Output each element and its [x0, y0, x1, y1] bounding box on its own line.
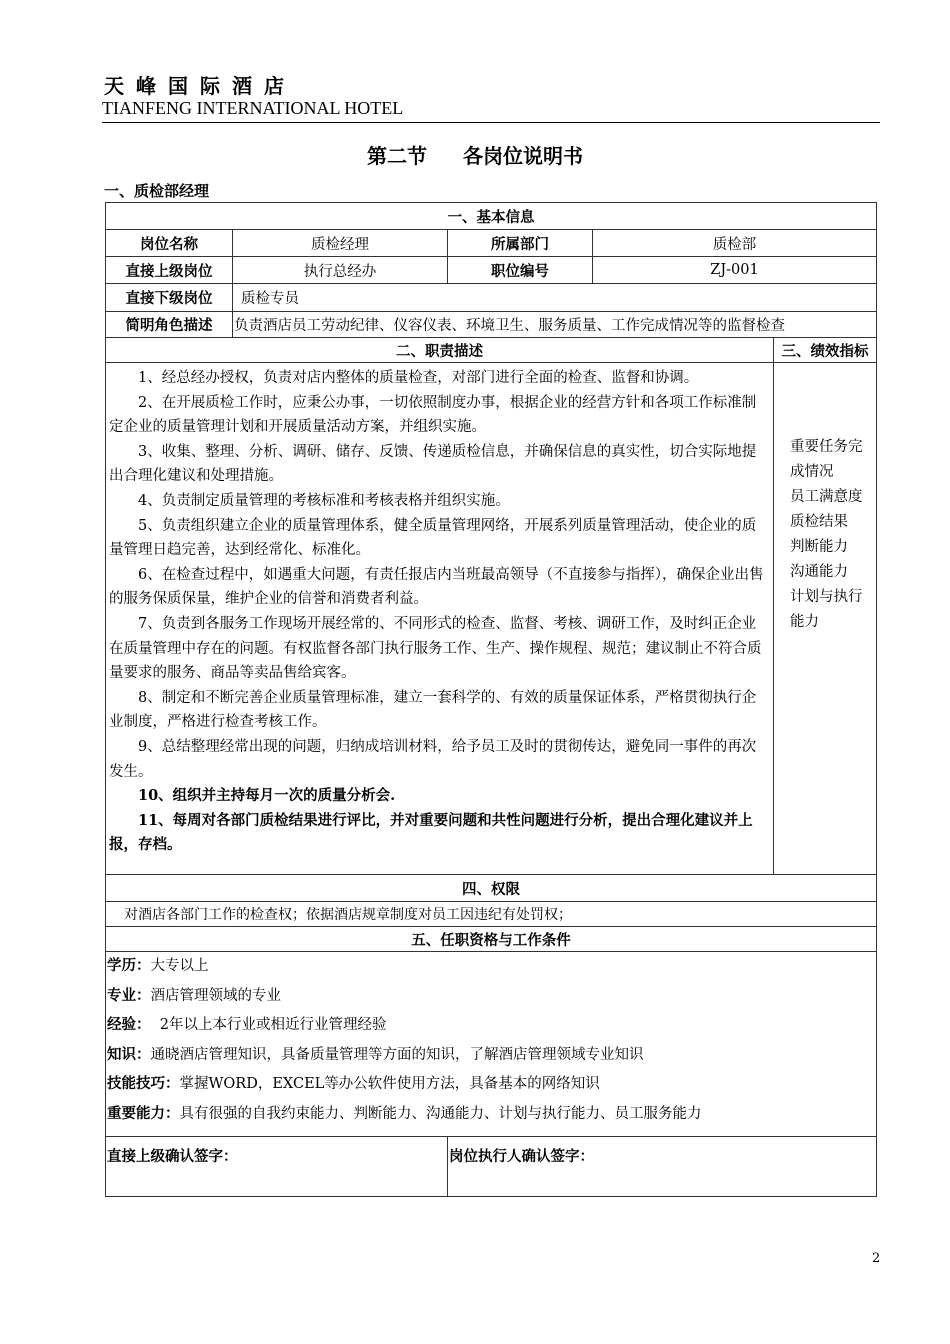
qualification-item [107, 1043, 876, 1073]
qualification-value: 具有很强的自我约束能力、判断能力、沟通能力、计划与执行能力、员工服务能力 [179, 1105, 702, 1122]
duty-item: 2、在开展质检工作时，应秉公办事，一切依照制度办事，根据企业的经营方针和各项工作标准制定企业的质量管理计划和开展质量活动方案，并组织实施。 [109, 394, 757, 436]
duty-item: 4、负责制定质量管理的考核标准和考核表格并组织实施。 [138, 492, 510, 509]
authority-heading: 四、权限 [106, 875, 877, 902]
kpi-heading: 三、绩效指标 [774, 338, 877, 363]
job-code-label: 职位编号 [448, 257, 593, 284]
section-name: 各岗位说明书 [463, 144, 583, 168]
superior-signature-field[interactable]: 直接上级确认签字： [106, 1136, 448, 1196]
job-code-value: ZJ-001 [593, 257, 877, 284]
qualifications-cell [106, 952, 877, 1137]
qualifications-list [106, 952, 876, 1136]
superior-value: 执行总经办 [233, 257, 448, 284]
kpi-item: 质检结果 [790, 514, 848, 530]
basic-info-heading: 一、基本信息 [106, 203, 877, 230]
job-title-value: 质检经理 [233, 230, 448, 257]
qualification-item [107, 1102, 876, 1136]
qualification-label: 学历： [107, 958, 151, 974]
qualification-label: 重要能力： [107, 1105, 180, 1122]
qualification-item [107, 984, 876, 1014]
duty-item: 9、总结整理经常出现的问题，归纳成培训材料，给予员工及时的贯彻传达，避免同一事件的再次发生。 [109, 738, 757, 780]
duty-item: 3、收集、整理、分析、调研、储存、反馈、传递质检信息，并确保信息的真实性，切合实际地提出合理化建议和处理措施。 [109, 443, 757, 485]
duty-item: 1、经总经办授权，负责对店内整体的质量检查，对部门进行全面的检查、监督和协调。 [138, 370, 699, 386]
duties-cell [106, 363, 774, 875]
qualification-item [107, 954, 876, 984]
kpi-item: 员工满意度 [790, 489, 863, 505]
qualification-label: 技能技巧： [107, 1076, 180, 1092]
qualification-value: 酒店管理领域的专业 [150, 987, 281, 1004]
job-title-label: 岗位名称 [106, 230, 233, 257]
hotel-name-en: TIANFENG INTERNATIONAL HOTEL [102, 98, 404, 118]
kpi-item: 重要任务完成情况 [790, 439, 863, 480]
role-label: 简明角色描述 [106, 312, 233, 338]
duty-item: 11、每周对各部门质检结果进行评比，并对重要问题和共性问题进行分析，提出合理化建议并上报，存档。 [109, 811, 753, 854]
subordinate-value: 质检专员 [233, 284, 877, 312]
header-divider [102, 122, 880, 123]
authority-text: 对酒店各部门工作的检查权；依据酒店规章制度对员工因违纪有处罚权； [106, 902, 877, 927]
qualification-label: 专业： [107, 987, 151, 1004]
qualification-value: 通晓酒店管理知识，具备质量管理等方面的知识，了解酒店管理领域专业知识 [150, 1046, 644, 1063]
job-description-table [105, 202, 877, 1197]
duties-list [106, 363, 773, 874]
qualification-item [107, 1072, 876, 1102]
page-number: 2 [872, 1251, 881, 1266]
kpi-item: 沟通能力 [790, 564, 848, 580]
qualifications-heading: 五、任职资格与工作条件 [106, 927, 877, 952]
duties-heading: 二、职责描述 [106, 338, 774, 363]
kpi-item: 计划与执行能力 [790, 589, 863, 630]
qualification-label: 经验： [107, 1017, 151, 1033]
qualification-value: 掌握WORD，EXCEL等办公软件使用方法，具备基本的网络知识 [179, 1076, 600, 1092]
duty-item: 6、在检查过程中，如遇重大问题，有责任报店内当班最高领导（不直接参与指挥），确保企业出售的服务保质保量，维护企业的信誉和消费者利益。 [109, 566, 764, 608]
duty-item: 5、负责组织建立企业的质量管理体系，健全质量管理网络，开展系列质量管理活动，使企业的质量管理日趋完善，达到经常化、标准化。 [109, 517, 757, 559]
hotel-name-cn: 天峰国际酒店 [104, 74, 296, 98]
holder-signature-field[interactable]: 岗位执行人确认签字： [448, 1136, 877, 1196]
duty-item: 10、组织并主持每月一次的质量分析会. [138, 787, 396, 805]
qualification-value: 大专以上 [150, 958, 209, 974]
role-value: 负责酒店员工劳动纪律、仪容仪表、环境卫生、服务质量、工作完成情况等的监督检查 [233, 312, 877, 338]
qualification-value: 2年以上本行业或相近行业管理经验 [150, 1017, 387, 1033]
superior-label: 直接上级岗位 [106, 257, 233, 284]
position-heading: 一、质检部经理 [104, 182, 210, 200]
duty-item: 7、负责到各服务工作现场开展经常的、不同形式的检查、监督、考核、调研工作，及时纠正企业在质量管理中存在的问题。有权监督各部门执行服务工作、生产、操作规程、规范；建议制止不符合质量要求的服务、商品等卖品售给宾客。 [109, 615, 762, 682]
section-title [0, 140, 950, 169]
department-label: 所属部门 [448, 230, 593, 257]
subordinate-label: 直接下级岗位 [106, 284, 233, 312]
qualification-label: 知识： [107, 1046, 151, 1063]
kpi-list [774, 363, 877, 875]
department-value: 质检部 [593, 230, 877, 257]
section-number: 第二节 [367, 144, 427, 168]
kpi-item: 判断能力 [790, 539, 848, 555]
qualification-item [107, 1013, 876, 1043]
duty-item: 8、制定和不断完善企业质量管理标准，建立一套科学的、有效的质量保证体系，严格贯彻执行企业制度，严格进行检查考核工作。 [109, 689, 757, 731]
